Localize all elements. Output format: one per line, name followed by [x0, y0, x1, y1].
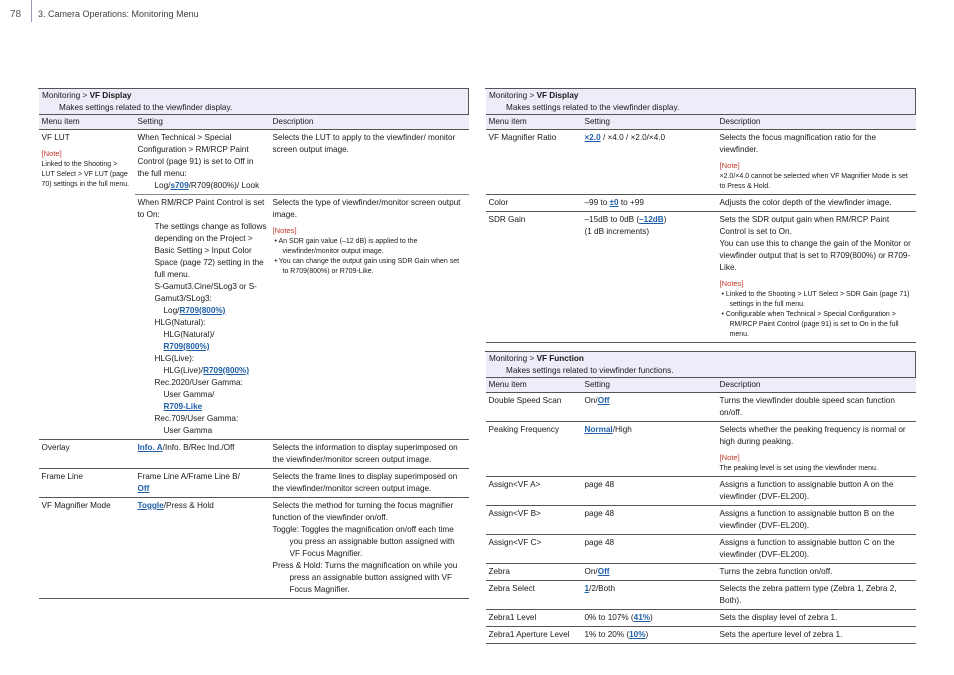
description-text: Selects the method for turning the focus magnifier function of the viewfinder on/off. [272, 501, 454, 522]
menu-item-label: Zebra Select [486, 581, 582, 610]
setting-text: HLG(Natural)/ [163, 330, 215, 339]
setting-text: Rec.2020/User Gamma: [154, 378, 243, 387]
description-text: Assigns a function to assignable button B on the viewfinder (DVF-EL200). [717, 506, 916, 535]
setting-text: to +99 [618, 198, 644, 207]
setting-text: When RM/RCP Paint Control is set to On: [137, 198, 265, 219]
notes-label: [Notes] [272, 226, 297, 235]
setting-text: On/ [584, 396, 598, 405]
vf-display-table-left [38, 88, 469, 599]
description-text: Selects the information to display superimposed on the viewfinder/monitor screen output image. [270, 440, 469, 469]
header-setting: Setting [582, 115, 717, 130]
table-row [486, 477, 916, 506]
menu-item-label: Frame Line [39, 469, 135, 498]
note-bullet: • An SDR gain value (–12 dB) is applied to the viewfinder/monitor output image. [274, 238, 418, 255]
setting-text: page 48 [582, 506, 717, 535]
description-text: Sets the SDR output gain when RM/RCP Paint Control is set to On. [719, 215, 890, 236]
default-value: 10% [629, 630, 646, 639]
default-value: s709 [170, 181, 189, 190]
column-headers [39, 115, 469, 130]
setting-text: ) [645, 630, 649, 639]
setting-text: ) [650, 613, 653, 622]
table-row [39, 440, 469, 469]
section-name: VF Display [89, 91, 132, 100]
section-header [486, 89, 916, 115]
default-value: Off [597, 567, 610, 576]
menu-item-label: SDR Gain [486, 212, 582, 343]
description-text: Adjusts the color depth of the viewfinder image. [717, 195, 916, 212]
note-text: ×2.0/×4.0 cannot be selected when VF Magnifier Mode is set to Press & Hold. [719, 173, 908, 190]
default-value: 41% [633, 613, 651, 622]
vf-display-table-right [485, 88, 916, 343]
description-text: Assigns a function to assignable button C on the viewfinder (DVF-EL200). [717, 535, 916, 564]
header-setting: Setting [135, 115, 270, 130]
default-value: R709-Like [163, 402, 203, 411]
header-description: Description [270, 115, 469, 130]
menu-item-label: VF Magnifier Ratio [486, 130, 582, 195]
description-text: Assigns a function to assignable button A on the viewfinder (DVF-EL200). [717, 477, 916, 506]
vf-function-table [485, 351, 916, 644]
setting-text: 1% to 20% ( [584, 630, 630, 639]
description-text: Selects the LUT to apply to the viewfinder/ monitor screen output image. [272, 133, 456, 154]
setting-text: User Gamma/ [163, 390, 215, 399]
setting-text: HLG(Live)/ [163, 366, 204, 375]
default-value: ×2.0 [584, 133, 601, 142]
setting-text: Log/ [154, 181, 171, 190]
note-text: Linked to the Shooting > LUT Select > SDR Gain (page 71) settings in the full menu. [725, 291, 910, 308]
table-row [486, 610, 916, 627]
default-value: 1 [584, 584, 590, 593]
note-text: Linked to the Shooting > LUT Select > VF LUT (page 70) settings in the full menu. [41, 161, 130, 188]
page-number: 78 [10, 9, 22, 20]
table-row [486, 581, 916, 610]
description-text: Toggle: Toggles the magnification on/off each time you press an assignable button assigned with VF Focus Magnifier. [272, 525, 455, 558]
setting-text: /Info. B/Rec Ind./Off [162, 443, 235, 452]
default-value: R709(800%) [163, 342, 210, 351]
column-headers [486, 378, 916, 393]
setting-text: When Technical > Special Configuration > RM/RCP Paint Control (page 91) is set to Off in the full menu: [137, 133, 254, 178]
description-text: Selects the zebra pattern type (Zebra 1, Zebra 2, Both). [717, 581, 916, 610]
setting-text: /R709(800%)/ Look [188, 181, 260, 190]
page-title: 3. Camera Operations: Monitoring Menu [38, 9, 199, 19]
notes-label: [Notes] [719, 279, 744, 288]
table-row [486, 422, 916, 477]
section-header [39, 89, 469, 115]
setting-text: page 48 [582, 477, 717, 506]
description-text: Turns the zebra function on/off. [717, 564, 916, 581]
table-row [486, 535, 916, 564]
table-row [39, 498, 469, 599]
description-text: Sets the display level of zebra 1. [717, 610, 916, 627]
section-description: Makes settings related to the viewfinder display. [506, 103, 680, 112]
default-value: Off [137, 484, 150, 493]
setting-text: /High [612, 425, 632, 434]
note-text: Configurable when Technical > Special Configuration > RM/RCP Paint Control (page 91) is set to On in the full menu. [725, 311, 899, 338]
setting-text: The settings change as follows depending on the Project > Basic Setting > Input Color Space (page 72) setting in the full menu. [154, 222, 267, 279]
default-value: Info. A [137, 443, 163, 452]
description-text: Sets the aperture level of zebra 1. [717, 627, 916, 644]
menu-item-label: Assign<VF C> [486, 535, 582, 564]
setting-text: Frame Line A/Frame Line B/ [137, 472, 240, 481]
table-row [486, 195, 916, 212]
setting-text: page 48 [582, 535, 717, 564]
description-text: Selects the frame lines to display superimposed on the viewfinder/monitor screen output image. [270, 469, 469, 498]
setting-text: HLG(Live): [154, 354, 195, 363]
default-value: R709(800%) [203, 366, 250, 375]
header-menu-item: Menu item [39, 115, 135, 130]
description-text: Selects the type of viewfinder/monitor screen output image. [272, 198, 461, 219]
table-row [486, 506, 916, 535]
table-row [486, 393, 916, 422]
default-value: ±0 [609, 198, 619, 207]
default-value: Off [597, 396, 610, 405]
setting-text: Log/ [163, 306, 180, 315]
default-value: Normal [584, 425, 613, 434]
setting-text: (1 dB increments) [584, 227, 650, 236]
setting-text: On/ [584, 567, 598, 576]
description-text: Selects the focus magnification ratio for the viewfinder. [719, 133, 877, 154]
description-text: Turns the viewfinder double speed scan function on/off. [717, 393, 916, 422]
menu-item-label: Assign<VF B> [486, 506, 582, 535]
setting-text: /Press & Hold [163, 501, 214, 510]
setting-text: 0% to 107% ( [584, 613, 634, 622]
menu-item-label: Color [486, 195, 582, 212]
note-text: An SDR gain value (–12 dB) is applied to the viewfinder/monitor output image. [278, 238, 418, 255]
note-text: The peaking level is set using the viewfinder menu. [719, 465, 878, 472]
menu-item-label: Peaking Frequency [486, 422, 582, 477]
header-menu-item: Menu item [486, 115, 582, 130]
setting-text: S-Gamut3.Cine/SLog3 or S-Gamut3/SLog3: [154, 282, 257, 303]
setting-text: –99 to [584, 198, 610, 207]
description-text: You can use this to change the gain of the Monitor or viewfinder output that is set to R709(800%) or R709-Like. [719, 239, 911, 272]
setting-text: ) [663, 215, 667, 224]
header-divider [31, 0, 32, 22]
default-value: Toggle [137, 501, 164, 510]
section-path: Monitoring > [489, 91, 537, 100]
note-label: [Note] [719, 161, 740, 170]
menu-item-label: Zebra1 Level [486, 610, 582, 627]
section-path: Monitoring > [489, 354, 537, 363]
section-description: Makes settings related to the viewfinder display. [59, 103, 233, 112]
description-text: Press & Hold: Turns the magnification on while you press an assignable button assigned with VF Focus Magnifier. [272, 561, 458, 594]
column-headers [486, 115, 916, 130]
setting-text: Rec.709/User Gamma: [154, 414, 239, 423]
table-row [486, 627, 916, 644]
menu-item-label: Zebra [486, 564, 582, 581]
setting-text: User Gamma [163, 426, 213, 435]
header-menu-item: Menu item [486, 378, 582, 393]
default-value: –12dB [639, 215, 664, 224]
table-row [39, 469, 469, 498]
section-description: Makes settings related to viewfinder functions. [506, 366, 674, 375]
table-row [486, 564, 916, 581]
header-description: Description [717, 378, 916, 393]
setting-text: /2/Both [589, 584, 616, 593]
note-bullet: • Linked to the Shooting > LUT Select > SDR Gain (page 71) settings in the full menu. [721, 291, 910, 308]
setting-text: HLG(Natural): [154, 318, 206, 327]
note-bullet: • You can change the output gain using SDR Gain when set to R709(800%) or R709-Like. [274, 258, 460, 275]
default-value: R709(800%) [179, 306, 226, 315]
menu-item-label: Zebra1 Aperture Level [486, 627, 582, 644]
setting-text: –15dB to 0dB ( [584, 215, 640, 224]
description-text: Selects whether the peaking frequency is normal or high during peaking. [719, 425, 906, 446]
setting-text: / ×4.0 / ×2.0/×4.0 [600, 133, 666, 142]
header-description: Description [717, 115, 916, 130]
menu-item-label: Overlay [39, 440, 135, 469]
note-label: [Note] [41, 149, 62, 158]
section-name: VF Display [536, 91, 579, 100]
note-bullet: • Configurable when Technical > Special Configuration > RM/RCP Paint Control (page 91) is set to On in the full menu. [721, 311, 899, 338]
table-row [486, 130, 916, 195]
note-text: You can change the output gain using SDR Gain when set to R709(800%) or R709-Like. [278, 258, 460, 275]
section-name: VF Function [536, 354, 584, 363]
menu-item-label: VF Magnifier Mode [39, 498, 135, 599]
note-label: [Note] [719, 453, 740, 462]
header-setting: Setting [582, 378, 717, 393]
menu-item-label: VF LUT [41, 133, 70, 142]
section-header [486, 352, 916, 378]
table-row [39, 130, 469, 195]
table-row [486, 212, 916, 343]
menu-item-label: Double Speed Scan [486, 393, 582, 422]
menu-item-label: Assign<VF A> [486, 477, 582, 506]
section-path: Monitoring > [42, 91, 90, 100]
